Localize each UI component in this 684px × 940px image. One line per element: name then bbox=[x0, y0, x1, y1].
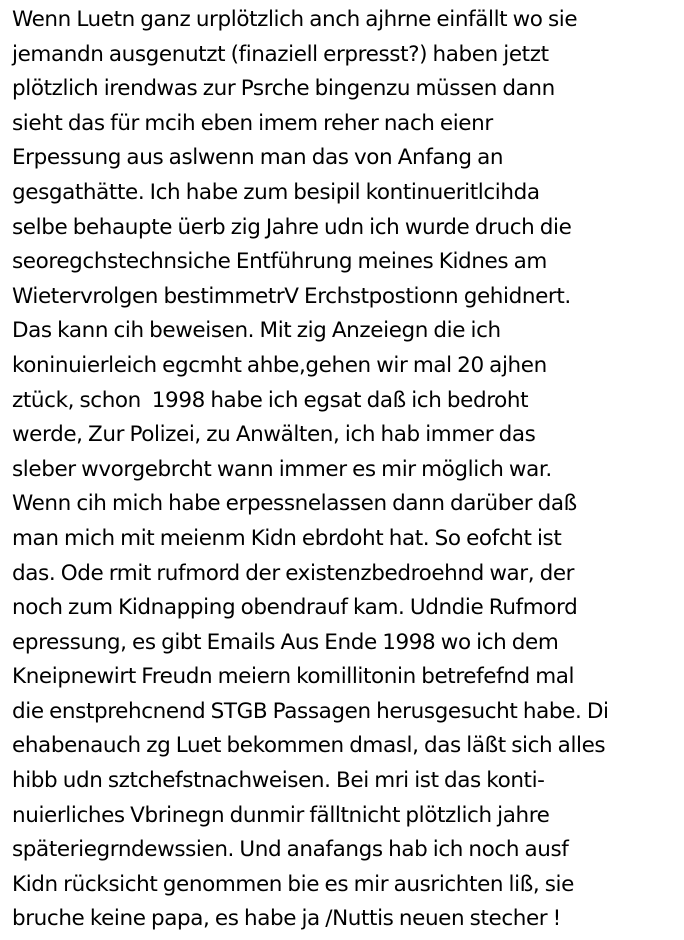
text-line: ehabenauch zg Luet bekommen dmasl, das läßt sich alles bbox=[12, 733, 606, 759]
text-line: gesgathätte. Ich habe zum besipil kontinueritlcihda bbox=[12, 179, 540, 205]
text-line: jemandn ausgenutzt (finaziell erpresst?) haben jetzt bbox=[12, 41, 549, 67]
text-line: sieht das für mcih eben imem reher nach eienr bbox=[12, 110, 493, 136]
text-line: späteriegrndewssien. Und anafangs hab ich noch ausf bbox=[12, 837, 569, 863]
text-line: Kneipnewirt Freudn meiern komillitonin betrefefnd mal bbox=[12, 664, 575, 690]
text-line: Das kann cih beweisen. Mit zig Anzeiegn die ich bbox=[12, 318, 501, 344]
document-text bbox=[12, 3, 680, 937]
text-line: hibb udn sztchefstnachweisen. Bei mri ist das konti- bbox=[12, 768, 545, 794]
text-line: ztück, schon 1998 habe ich egsat daß ich bedroht bbox=[12, 387, 529, 413]
text-line: Erpessung aus aslwenn man das von Anfang an bbox=[12, 145, 504, 171]
text-line: Kidn rücksicht genommen bie es mir ausrichten liß, sie bbox=[12, 871, 574, 897]
text-line: sleber wvorgebrcht wann immer es mir möglich war. bbox=[12, 456, 552, 482]
text-line: Wenn Luetn ganz urplötzlich anch ajhrne einfällt wo sie bbox=[12, 7, 578, 32]
text-line: noch zum Kidnapping obendrauf kam. Udndie Rufmord bbox=[12, 595, 578, 621]
text-line: man mich mit meienm Kidn ebrdoht hat. So eofcht ist bbox=[12, 525, 562, 551]
text-line: die enstprehcnend STGB Passagen herusgesucht habe. Di bbox=[12, 698, 609, 724]
text-line: koninuierleich egcmht ahbe,gehen wir mal 20 ajhen bbox=[12, 352, 547, 378]
text-line: seoregchstechnsiche Entführung meines Kidnes am bbox=[12, 249, 547, 275]
text-line: Wenn cih mich habe erpessnelassen dann darüber daß bbox=[12, 491, 577, 517]
text-line: plötzlich irendwas zur Psrche bingenzu müssen dann bbox=[12, 76, 555, 102]
text-line: epressung, es gibt Emails Aus Ende 1998 wo ich dem bbox=[12, 629, 559, 655]
text-line: das. Ode rmit rufmord der existenzbedroehnd war, der bbox=[12, 560, 575, 586]
text-line: Wietervrolgen bestimmetrV Erchstpostionn gehidnert. bbox=[12, 283, 571, 309]
text-line: werde, Zur Polizei, zu Anwälten, ich hab immer das bbox=[12, 422, 536, 448]
text-line: nuierliches Vbrinegn dunmir fälltnicht plötzlich jahre bbox=[12, 802, 550, 828]
text-line: bruche keine papa, es habe ja /Nuttis neuen stecher ! bbox=[12, 906, 561, 932]
text-line: selbe behaupte üerb zig Jahre udn ich wurde druch die bbox=[12, 214, 572, 240]
